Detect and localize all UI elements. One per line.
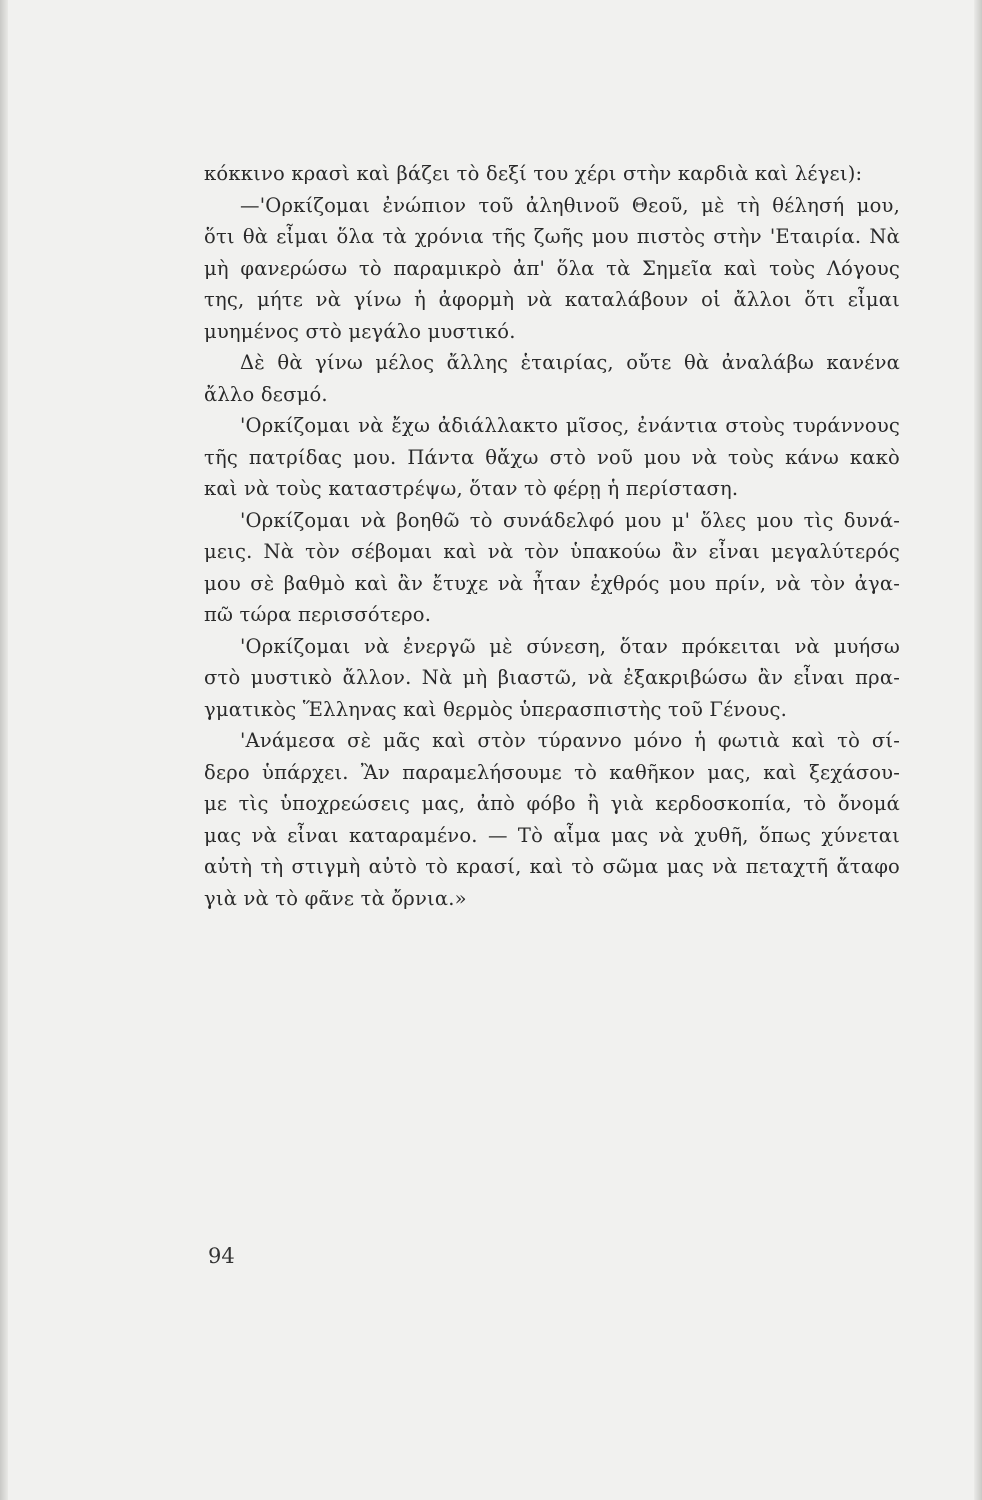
text-line: Δὲ θὰ γίνω μέλος ἄλλης ἑταιρίας, οὔτε θὰ ἀναλάβω κανένα: [240, 351, 900, 374]
text-line: πῶ τώρα περισσότερο.: [204, 603, 432, 626]
text-line: —'Ορκίζομαι ἐνώπιον τοῦ ἀληθινοῦ Θεοῦ, μὲ τὴ θέλησή μου,: [240, 193, 900, 217]
text-line: μας νὰ εἶναι καταραμένο. — Τὸ αἷμα μας νὰ χυθῆ, ὅπως χύνεται: [204, 823, 900, 847]
page-edge-right: [974, 0, 982, 1500]
text-line: 'Ορκίζομαι νὰ ἔχω ἀδιάλλακτο μῖσος, ἐνάντια στοὺς τυράννους: [240, 414, 900, 437]
text-line: καὶ νὰ τοὺς καταστρέψω, ὅταν τὸ φέρῃ ἡ περίσταση.: [204, 477, 739, 500]
text-line: κόκκινο κρασὶ καὶ βάζει τὸ δεξί του χέρι στὴν καρδιὰ καὶ λέγει):: [204, 162, 863, 185]
text-line: μεις. Νὰ τὸν σέβομαι καὶ νὰ τὸν ὑπακούω ἂν εἶναι μεγαλύτερός: [204, 540, 900, 563]
text-line: 'Ορκίζομαι νὰ βοηθῶ τὸ συνάδελφό μου μ' ὅλες μου τὶς δυνά-: [240, 508, 900, 532]
text-line: ὅτι θὰ εἶμαι ὅλα τὰ χρόνια τῆς ζωῆς μου πιστὸς στὴν 'Εταιρία. Νὰ: [204, 225, 900, 248]
text-line: μὴ φανερώσω τὸ παραμικρὸ ἀπ' ὅλα τὰ Σημεῖα καὶ τοὺς Λόγους: [204, 256, 900, 280]
text-line: αὐτὴ τὴ στιγμὴ αὐτὸ τὸ κρασί, καὶ τὸ σῶμα μας νὰ πεταχτῆ ἄταφο: [204, 855, 900, 878]
text-line: μυημένος στὸ μεγάλο μυστικό.: [204, 319, 516, 343]
text-line: δερο ὑπάρχει. Ἂν παραμελήσουμε τὸ καθῆκον μας, καὶ ξεχάσου-: [204, 760, 900, 784]
text-line: στὸ μυστικὸ ἄλλον. Νὰ μὴ βιαστῶ, νὰ ἐξακριβώσω ἂν εἶναι πρα-: [204, 666, 900, 689]
text-line: με τὶς ὑποχρεώσεις μας, ἀπὸ φόβο ἢ γιὰ κερδοσκοπία, τὸ ὄνομά: [204, 792, 900, 815]
text-line: ἄλλο δεσμό.: [204, 382, 328, 406]
text-line: μου σὲ βαθμὸ καὶ ἂν ἔτυχε νὰ ἦταν ἐχθρός μου πρίν, νὰ τὸν ἀγα-: [204, 571, 900, 595]
text-line: 'Ανάμεσα σὲ μᾶς καὶ στὸν τύραννο μόνο ἡ φωτιὰ καὶ τὸ σί-: [240, 729, 900, 752]
body-text: [204, 158, 900, 914]
text-line: 'Ορκίζομαι νὰ ἐνεργῶ μὲ σύνεση, ὅταν πρόκειται νὰ μυήσω: [240, 634, 900, 658]
text-line: γιὰ νὰ τὸ φᾶνε τὰ ὄρνια.»: [204, 886, 467, 910]
text-line: τῆς πατρίδας μου. Πάντα θἄχω στὸ νοῦ μου νὰ τοὺς κάνω κακὸ: [204, 445, 900, 469]
text-line: γματικὸς Ἕλληνας καὶ θερμὸς ὑπερασπιστὴς τοῦ Γένους.: [204, 697, 787, 721]
page-number: 94: [208, 1244, 235, 1268]
text-line: της, μήτε νὰ γίνω ἡ ἀφορμὴ νὰ καταλάβουν οἱ ἄλλοι ὅτι εἶμαι: [204, 288, 900, 311]
page-edge-left: [0, 0, 8, 1500]
